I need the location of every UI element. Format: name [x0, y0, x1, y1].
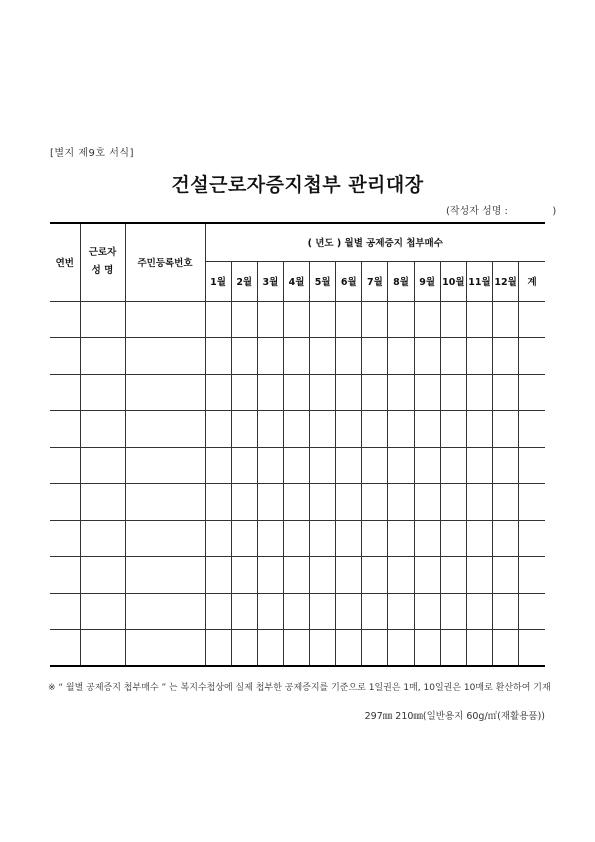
table-cell[interactable]	[440, 630, 466, 667]
table-cell[interactable]	[80, 447, 125, 484]
table-cell[interactable]	[362, 374, 388, 411]
table-cell[interactable]	[440, 411, 466, 448]
table-cell[interactable]	[231, 630, 257, 667]
table-cell[interactable]	[362, 630, 388, 667]
month-header: 3월	[257, 261, 283, 301]
table-cell[interactable]	[388, 593, 414, 630]
table-cell[interactable]	[257, 411, 283, 448]
col-header-worker-line1: 근로자	[88, 247, 117, 259]
table-cell[interactable]	[336, 301, 362, 338]
table-cell[interactable]	[336, 484, 362, 521]
col-header-serial: 연번	[50, 223, 80, 301]
month-header: 12월	[493, 261, 519, 301]
table-cell[interactable]	[493, 557, 519, 594]
table-cell[interactable]	[466, 374, 492, 411]
table-cell[interactable]	[493, 630, 519, 667]
table-cell[interactable]	[231, 411, 257, 448]
table-cell[interactable]	[125, 630, 205, 667]
table-cell[interactable]	[493, 520, 519, 557]
table-cell[interactable]	[336, 374, 362, 411]
month-header: 10월	[440, 261, 466, 301]
table-cell[interactable]	[310, 630, 336, 667]
table-cell[interactable]	[336, 520, 362, 557]
table-cell[interactable]	[336, 447, 362, 484]
month-header: 5월	[310, 261, 336, 301]
table-cell[interactable]	[362, 447, 388, 484]
table-cell[interactable]	[493, 484, 519, 521]
month-header: 1월	[205, 261, 231, 301]
table-cell[interactable]	[283, 411, 309, 448]
table-cell[interactable]	[466, 557, 492, 594]
footnote: ※ “ 월별 공제증지 첩부매수 ” 는 복지수첩상에 실제 첩부한 공제증지를 기준으로 1일권은 1매, 10일권은 10매로 환산하여 기재	[48, 683, 551, 693]
table-cell[interactable]	[414, 593, 440, 630]
paper-spec: 297㎜ 210㎜(일반용지 60g/㎡(재활용품))	[364, 711, 545, 722]
table-cell[interactable]	[205, 520, 231, 557]
table-cell[interactable]	[362, 338, 388, 375]
table-cell[interactable]	[50, 411, 80, 448]
table-cell[interactable]	[257, 520, 283, 557]
table-row	[50, 520, 545, 557]
table-cell[interactable]	[493, 338, 519, 375]
month-header: 7월	[362, 261, 388, 301]
table-cell[interactable]	[414, 557, 440, 594]
table-cell[interactable]	[440, 301, 466, 338]
table-row	[50, 338, 545, 375]
month-header: 9월	[414, 261, 440, 301]
table-cell[interactable]	[466, 411, 492, 448]
table-cell[interactable]	[80, 630, 125, 667]
table-cell[interactable]	[257, 630, 283, 667]
table-row	[50, 301, 545, 338]
table-cell[interactable]	[414, 447, 440, 484]
table-cell[interactable]	[519, 374, 545, 411]
table-cell[interactable]	[310, 411, 336, 448]
table-cell[interactable]	[125, 374, 205, 411]
table-cell[interactable]	[50, 520, 80, 557]
table-cell[interactable]	[362, 557, 388, 594]
table-cell[interactable]	[80, 484, 125, 521]
table-cell[interactable]	[440, 593, 466, 630]
table-cell[interactable]	[50, 484, 80, 521]
table-cell[interactable]	[388, 557, 414, 594]
table-cell[interactable]	[205, 301, 231, 338]
table-cell[interactable]	[125, 301, 205, 338]
table-cell[interactable]	[283, 447, 309, 484]
table-cell[interactable]	[310, 557, 336, 594]
table-cell[interactable]	[205, 557, 231, 594]
table-cell[interactable]	[310, 593, 336, 630]
table-cell[interactable]	[466, 593, 492, 630]
table-cell[interactable]	[205, 374, 231, 411]
table-cell[interactable]	[362, 301, 388, 338]
table-cell[interactable]	[80, 374, 125, 411]
table-cell[interactable]	[414, 338, 440, 375]
table-cell[interactable]	[80, 520, 125, 557]
table-cell[interactable]	[205, 447, 231, 484]
table-cell[interactable]	[414, 484, 440, 521]
table-cell[interactable]	[205, 484, 231, 521]
group-header-monthly-stamps: ( 년도 ) 월별 공제증지 첩부매수	[205, 223, 545, 261]
table-cell[interactable]	[519, 301, 545, 338]
document-title: 건설근로자증지첩부 관리대장	[171, 174, 424, 196]
table-cell[interactable]	[257, 374, 283, 411]
table-cell[interactable]	[310, 301, 336, 338]
table-cell[interactable]	[80, 557, 125, 594]
table-cell[interactable]	[231, 520, 257, 557]
table-cell[interactable]	[388, 630, 414, 667]
table-cell[interactable]	[336, 411, 362, 448]
table-cell[interactable]	[388, 374, 414, 411]
table-cell[interactable]	[231, 593, 257, 630]
table-row	[50, 411, 545, 448]
table-cell[interactable]	[50, 630, 80, 667]
table-cell[interactable]	[205, 593, 231, 630]
table-cell[interactable]	[519, 338, 545, 375]
table-cell[interactable]	[362, 520, 388, 557]
table-cell[interactable]	[257, 484, 283, 521]
total-header: 계	[519, 261, 545, 301]
table-cell[interactable]	[231, 447, 257, 484]
table-cell[interactable]	[336, 630, 362, 667]
table-cell[interactable]	[362, 593, 388, 630]
table-cell[interactable]	[125, 411, 205, 448]
table-cell[interactable]	[310, 447, 336, 484]
table-cell[interactable]	[80, 338, 125, 375]
table-row	[50, 557, 545, 594]
table-cell[interactable]	[231, 374, 257, 411]
table-cell[interactable]	[440, 374, 466, 411]
month-header: 2월	[231, 261, 257, 301]
table-cell[interactable]	[493, 374, 519, 411]
table-cell[interactable]	[125, 593, 205, 630]
table-cell[interactable]	[125, 484, 205, 521]
table-cell[interactable]	[310, 484, 336, 521]
table-cell[interactable]	[50, 374, 80, 411]
table-cell[interactable]	[125, 557, 205, 594]
table-cell[interactable]	[440, 338, 466, 375]
table-cell[interactable]	[362, 411, 388, 448]
table-cell[interactable]	[440, 447, 466, 484]
col-header-resident-number: 주민등록번호	[125, 223, 205, 301]
table-cell[interactable]	[231, 557, 257, 594]
table-cell[interactable]	[519, 630, 545, 667]
table-cell[interactable]	[310, 374, 336, 411]
table-cell[interactable]	[388, 447, 414, 484]
table-cell[interactable]	[283, 557, 309, 594]
table-cell[interactable]	[440, 484, 466, 521]
table-cell[interactable]	[310, 338, 336, 375]
table-cell[interactable]	[205, 338, 231, 375]
table-cell[interactable]	[493, 593, 519, 630]
month-header: 6월	[336, 261, 362, 301]
table-cell[interactable]	[336, 557, 362, 594]
table-cell[interactable]	[414, 630, 440, 667]
table-cell[interactable]	[519, 484, 545, 521]
table-cell[interactable]	[414, 520, 440, 557]
table-cell[interactable]	[125, 447, 205, 484]
table-cell[interactable]	[414, 301, 440, 338]
table-cell[interactable]	[519, 520, 545, 557]
table-cell[interactable]	[336, 338, 362, 375]
author-name-line: (작성자 성명 : )	[446, 206, 557, 217]
table-cell[interactable]	[493, 447, 519, 484]
table-row	[50, 593, 545, 630]
table-cell[interactable]	[50, 447, 80, 484]
table-cell[interactable]	[231, 338, 257, 375]
table-cell[interactable]	[519, 557, 545, 594]
table-cell[interactable]	[257, 338, 283, 375]
table-cell[interactable]	[283, 374, 309, 411]
table-row	[50, 374, 545, 411]
table-cell[interactable]	[80, 411, 125, 448]
table-cell[interactable]	[466, 447, 492, 484]
col-header-worker-line2: 성 명	[91, 265, 114, 277]
table-cell[interactable]	[414, 374, 440, 411]
table-cell[interactable]	[493, 411, 519, 448]
table-cell[interactable]	[231, 301, 257, 338]
table-cell[interactable]	[440, 520, 466, 557]
table-cell[interactable]	[283, 520, 309, 557]
table-cell[interactable]	[466, 338, 492, 375]
table-cell[interactable]	[388, 301, 414, 338]
table-cell[interactable]	[466, 301, 492, 338]
table-cell[interactable]	[466, 484, 492, 521]
table-cell[interactable]	[362, 484, 388, 521]
table-cell[interactable]	[231, 484, 257, 521]
table-cell[interactable]	[466, 520, 492, 557]
table-cell[interactable]	[519, 411, 545, 448]
table-cell[interactable]	[283, 301, 309, 338]
table-cell[interactable]	[283, 484, 309, 521]
table-cell[interactable]	[50, 301, 80, 338]
table-cell[interactable]	[519, 593, 545, 630]
table-cell[interactable]	[257, 447, 283, 484]
ledger-table	[50, 222, 545, 667]
table-cell[interactable]	[205, 630, 231, 667]
table-cell[interactable]	[414, 411, 440, 448]
month-header: 8월	[388, 261, 414, 301]
table-row	[50, 484, 545, 521]
table-row	[50, 447, 545, 484]
col-header-worker-name	[80, 223, 125, 301]
table-row	[50, 630, 545, 667]
month-header: 4월	[283, 261, 309, 301]
table-cell[interactable]	[519, 447, 545, 484]
table-cell[interactable]	[80, 593, 125, 630]
form-number-label: [별지 제9호 서식]	[50, 148, 134, 159]
table-cell[interactable]	[283, 630, 309, 667]
table-cell[interactable]	[257, 593, 283, 630]
table-cell[interactable]	[283, 338, 309, 375]
table-cell[interactable]	[257, 301, 283, 338]
table-cell[interactable]	[257, 557, 283, 594]
table-cell[interactable]	[310, 520, 336, 557]
table-cell[interactable]	[283, 593, 309, 630]
table-cell[interactable]	[50, 593, 80, 630]
month-header: 11월	[466, 261, 492, 301]
table-cell[interactable]	[80, 301, 125, 338]
table-cell[interactable]	[50, 557, 80, 594]
table-cell[interactable]	[388, 338, 414, 375]
table-cell[interactable]	[125, 520, 205, 557]
table-cell[interactable]	[50, 338, 80, 375]
table-cell[interactable]	[336, 593, 362, 630]
header-row-top	[50, 223, 545, 261]
table-cell[interactable]	[493, 301, 519, 338]
table-cell[interactable]	[205, 411, 231, 448]
ledger-body	[50, 301, 545, 666]
table-cell[interactable]	[466, 630, 492, 667]
table-cell[interactable]	[388, 411, 414, 448]
table-cell[interactable]	[440, 557, 466, 594]
table-cell[interactable]	[125, 338, 205, 375]
table-cell[interactable]	[388, 484, 414, 521]
table-cell[interactable]	[388, 520, 414, 557]
